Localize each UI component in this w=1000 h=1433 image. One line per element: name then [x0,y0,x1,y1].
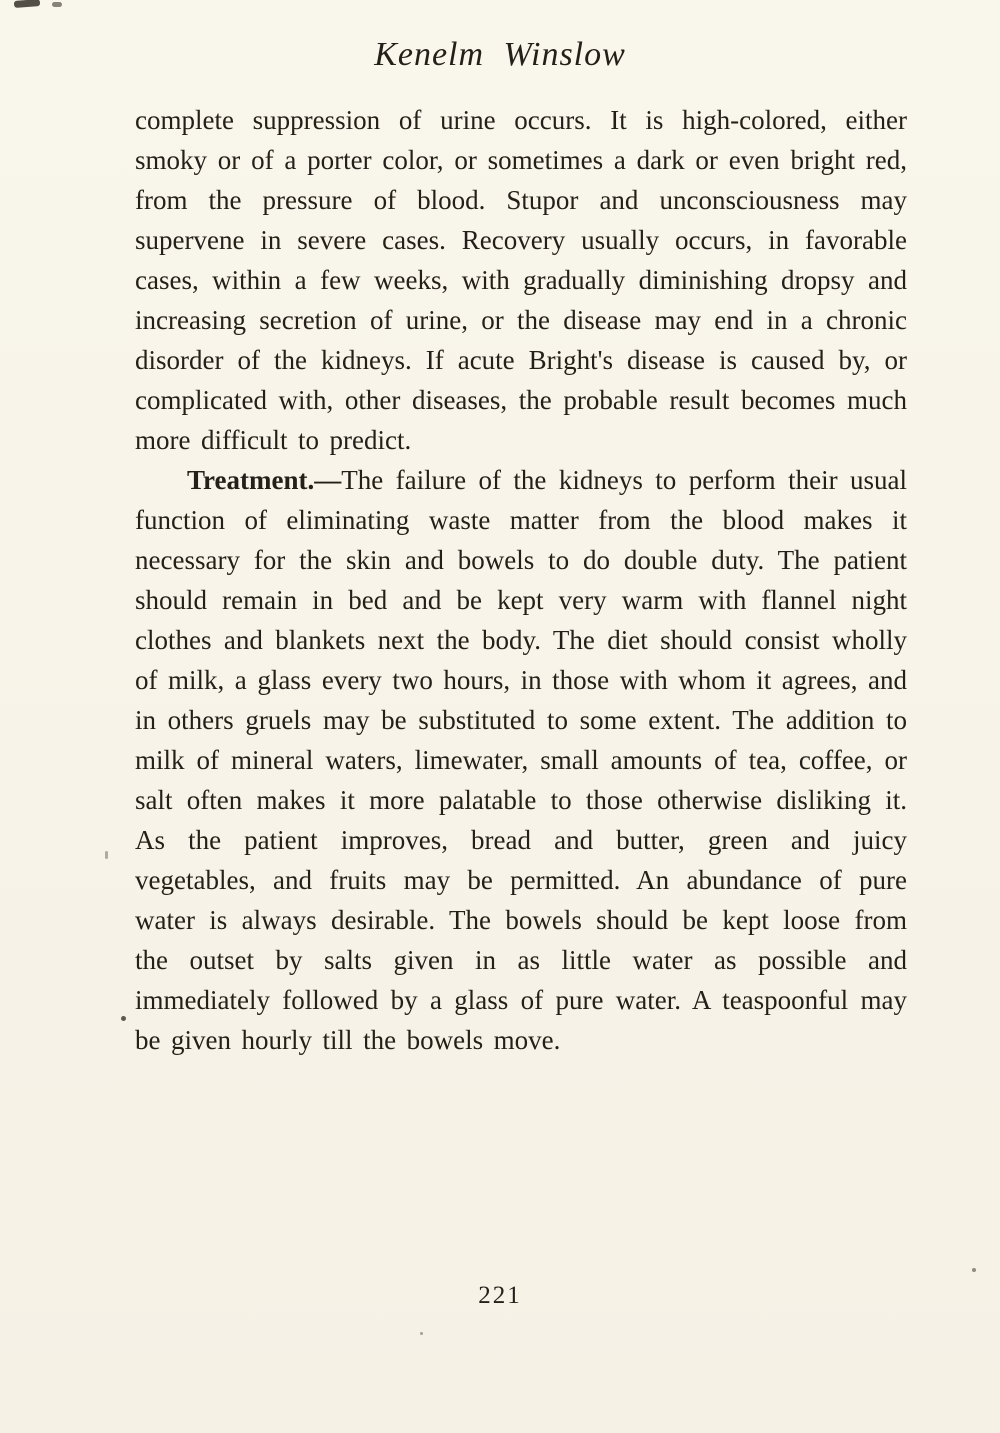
paragraph-text: The failure of the kidneys to perform their usual function of eliminating waste matter from the blood makes it necessary for the skin and bowels to do double duty. The patient should remain in bed and be kept very warm with flannel night clothes and blankets next the body. The diet should consist wholly of milk, a glass every two hours, in those with whom it agrees, and in others gruels may be substituted to some extent. The addition to milk of mineral waters, limewater, small amounts of tea, coffee, or salt often makes it more palatable to those otherwise disliking it. As the patient improves, bread and butter, green and juicy vegetables, and fruits may be permitted. An abundance of pure water is always desirable. The bowels should be kept loose from the outset by salts given in as little water as possible and immediately followed by a glass of pure water. A teaspoonful may be given hourly till the bowels move. [135,465,908,1055]
running-header: Kenelm Winslow [374,36,626,73]
page-number: 221 [478,1282,522,1309]
scan-speck [972,1268,976,1272]
scan-smudge [14,0,40,8]
page-body [135,100,907,1060]
paragraph: complete suppression of urine occurs. It is high-colored, either smoky or of a porter color, or sometimes a dark or even bright red, from the pressure of blood. Stupor and unconsciousness may supervene in severe cases. Recovery usually occurs, in favorable cases, within a few weeks, with gradually diminishing dropsy and increasing secretion of urine, or the disease may end in a chronic disorder of the kidneys. If acute Bright's disease is caused by, or complicated with, other diseases, the probable result becomes much more difficult to predict. [135,105,907,455]
scan-speck [121,1016,126,1021]
scan-speck [420,1332,423,1335]
treatment-heading-lead: Treatment.— [187,465,342,495]
scan-speck [105,851,108,859]
paragraph-treatment [135,460,907,1060]
scan-smudge [52,2,62,7]
